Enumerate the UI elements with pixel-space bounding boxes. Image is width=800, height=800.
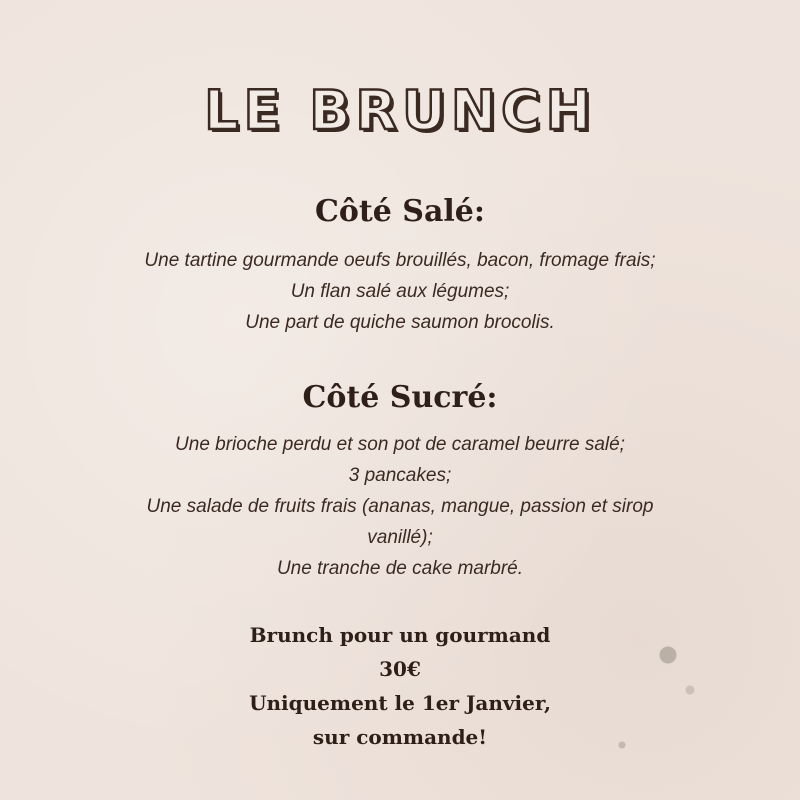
list-item: Une part de quiche saumon brocolis. xyxy=(245,312,555,333)
offer-line: Brunch pour un gourmand xyxy=(249,623,551,647)
price: 30€ xyxy=(379,657,421,681)
availability-line: Uniquement le 1er Janvier, xyxy=(249,691,551,715)
list-item: Une brioche perdu et son pot de caramel beurre salé; xyxy=(175,434,625,455)
list-item: 3 pancakes; xyxy=(348,465,452,486)
menu-title: LE BRUNCH xyxy=(204,79,596,142)
list-item: Une tranche de cake marbré. xyxy=(276,558,524,579)
sucre-items-list xyxy=(130,429,670,584)
section-heading-sale: Côté Salé: xyxy=(315,194,485,229)
list-item: Un flan salé aux légumes; xyxy=(290,281,510,302)
sale-items-list xyxy=(130,245,670,338)
section-heading-sucre: Côté Sucré: xyxy=(302,380,498,415)
list-item: Une salade de fruits frais (ananas, mangue, passion et sirop vanillé); xyxy=(146,496,654,548)
offer-footer xyxy=(0,618,800,754)
list-item: Une tartine gourmande oeufs brouillés, bacon, fromage frais; xyxy=(144,250,656,271)
order-note: sur commande! xyxy=(312,725,488,749)
